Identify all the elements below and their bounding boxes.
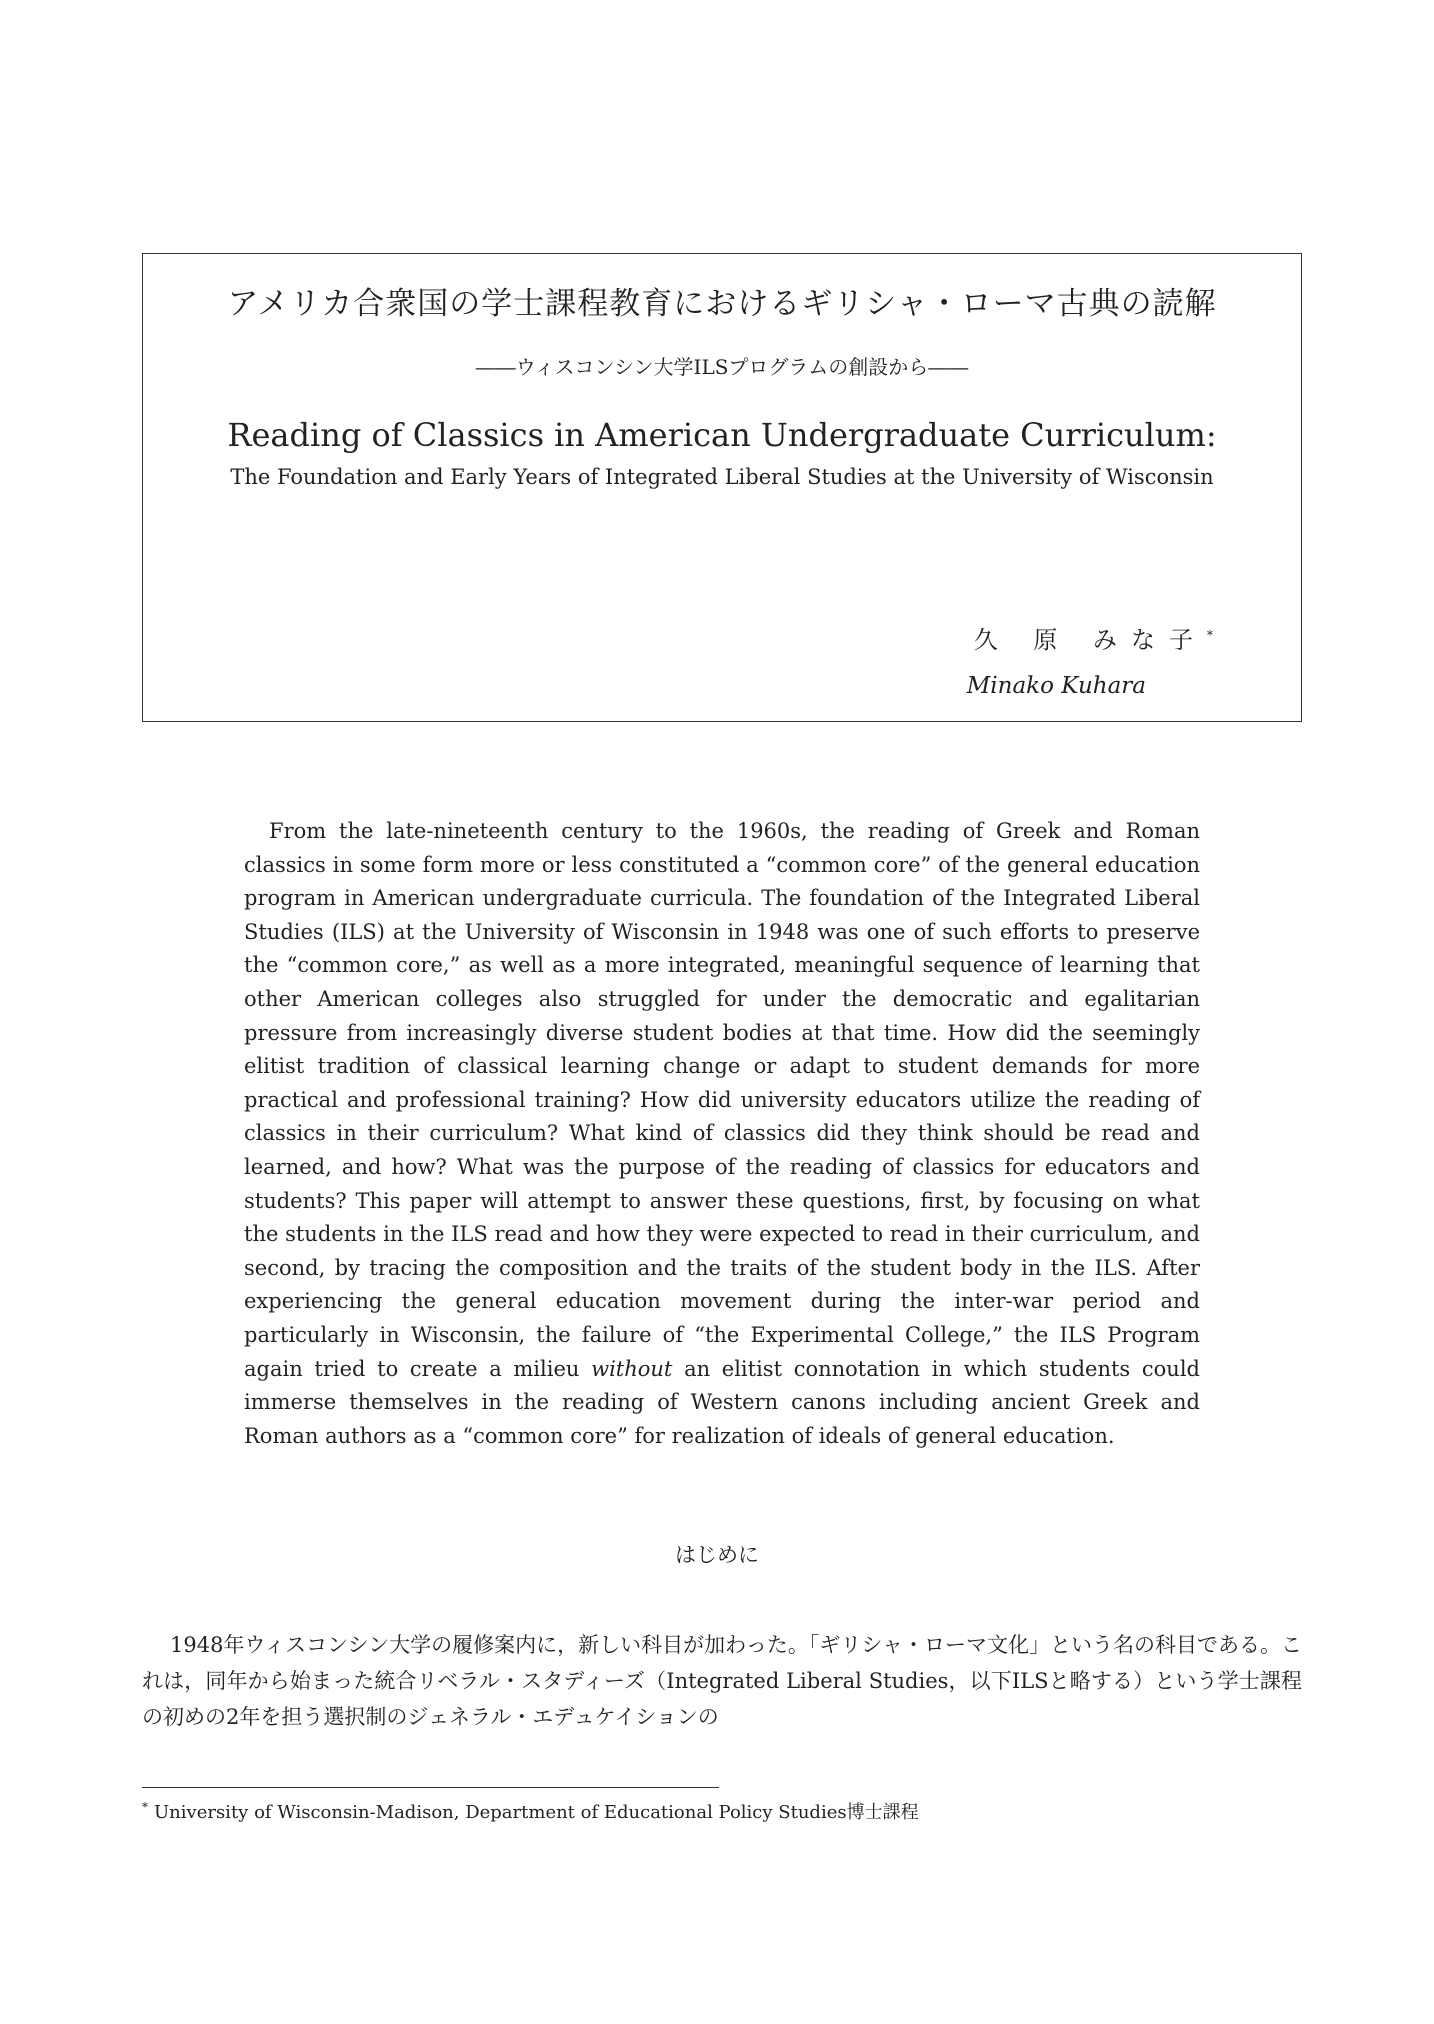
english-subtitle: The Foundation and Early Years of Integrated Liberal Studies at the University of Wisconsin xyxy=(230,465,1214,489)
abstract-emphasis: without xyxy=(591,1356,673,1381)
body-paragraph: 1948年ウィスコンシン大学の履修案内に，新しい科目が加わった。「ギリシャ・ローマ文化」という名の科目である。これは，同年から始まった統合リベラル・スタディーズ（Integrated Liberal Studies，以下ILSと略する）という学士課程の初めの2年を担う選択制のジェネラル・エデュケイションの xyxy=(142,1633,1302,1729)
footnote-text: University of Wisconsin-Madison, Department of Educational Policy Studies博士課程 xyxy=(154,1802,919,1823)
author-footnote-marker: * xyxy=(1207,628,1213,642)
abstract-text-part-2: an elitist connotation in which students could immerse themselves in the reading of Western canons including ancient Greek and Roman authors as a “common core” for realization of ideals of general education. xyxy=(244,1356,1200,1448)
footnote-marker: * xyxy=(142,1800,148,1814)
japanese-subtitle: ――ウィスコンシン大学ILSプログラムの創設から―― xyxy=(475,355,969,379)
english-title: Reading of Classics in American Undergraduate Curriculum: xyxy=(227,416,1217,454)
footnote-divider xyxy=(142,1787,719,1788)
title-box xyxy=(142,253,1302,722)
author-name-japanese-text: 久 原 みな子 xyxy=(973,626,1207,654)
abstract xyxy=(244,815,1200,1453)
japanese-title: アメリカ合衆国の学士課程教育におけるギリシャ・ローマ古典の読解 xyxy=(227,286,1217,322)
footnote xyxy=(142,1800,919,1824)
author-name-japanese xyxy=(974,626,1213,655)
abstract-text-part-1: From the late-nineteenth century to the 1960s, the reading of Greek and Roman classics in some form more or less constituted a “common core” of the general education program in American undergraduate curricula. The foundation of the Integrated Liberal Studies (ILS) at the University of Wisconsin in 1948 was one of such efforts to preserve the “common core,” as well as a more integrated, meaningful sequence of learning that other American colleges also struggled for under the democratic and egalitarian pressure from increasingly diverse student bodies at that time. How did the seemingly elitist tradition of classical learning change or adapt to student demands for more practical and professional training? How did university educators utilize the reading of classics in their curriculum? What kind of classics did they think should be read and learned, and how? What was the purpose of the reading of classics for educators and students? This paper will attempt to answer these questions, first, by focusing on what the students in the ILS read and how they were expected to read in their curriculum, and second, by tracing the composition and the traits of the student body in the ILS. After experiencing the general education movement during the inter-war period and particularly in Wisconsin, the failure of “the Experimental College,” the ILS Program again tried to create a milieu xyxy=(244,819,1200,1381)
author-name-english: Minako Kuhara xyxy=(966,673,1146,699)
section-heading: はじめに xyxy=(675,1543,759,1567)
